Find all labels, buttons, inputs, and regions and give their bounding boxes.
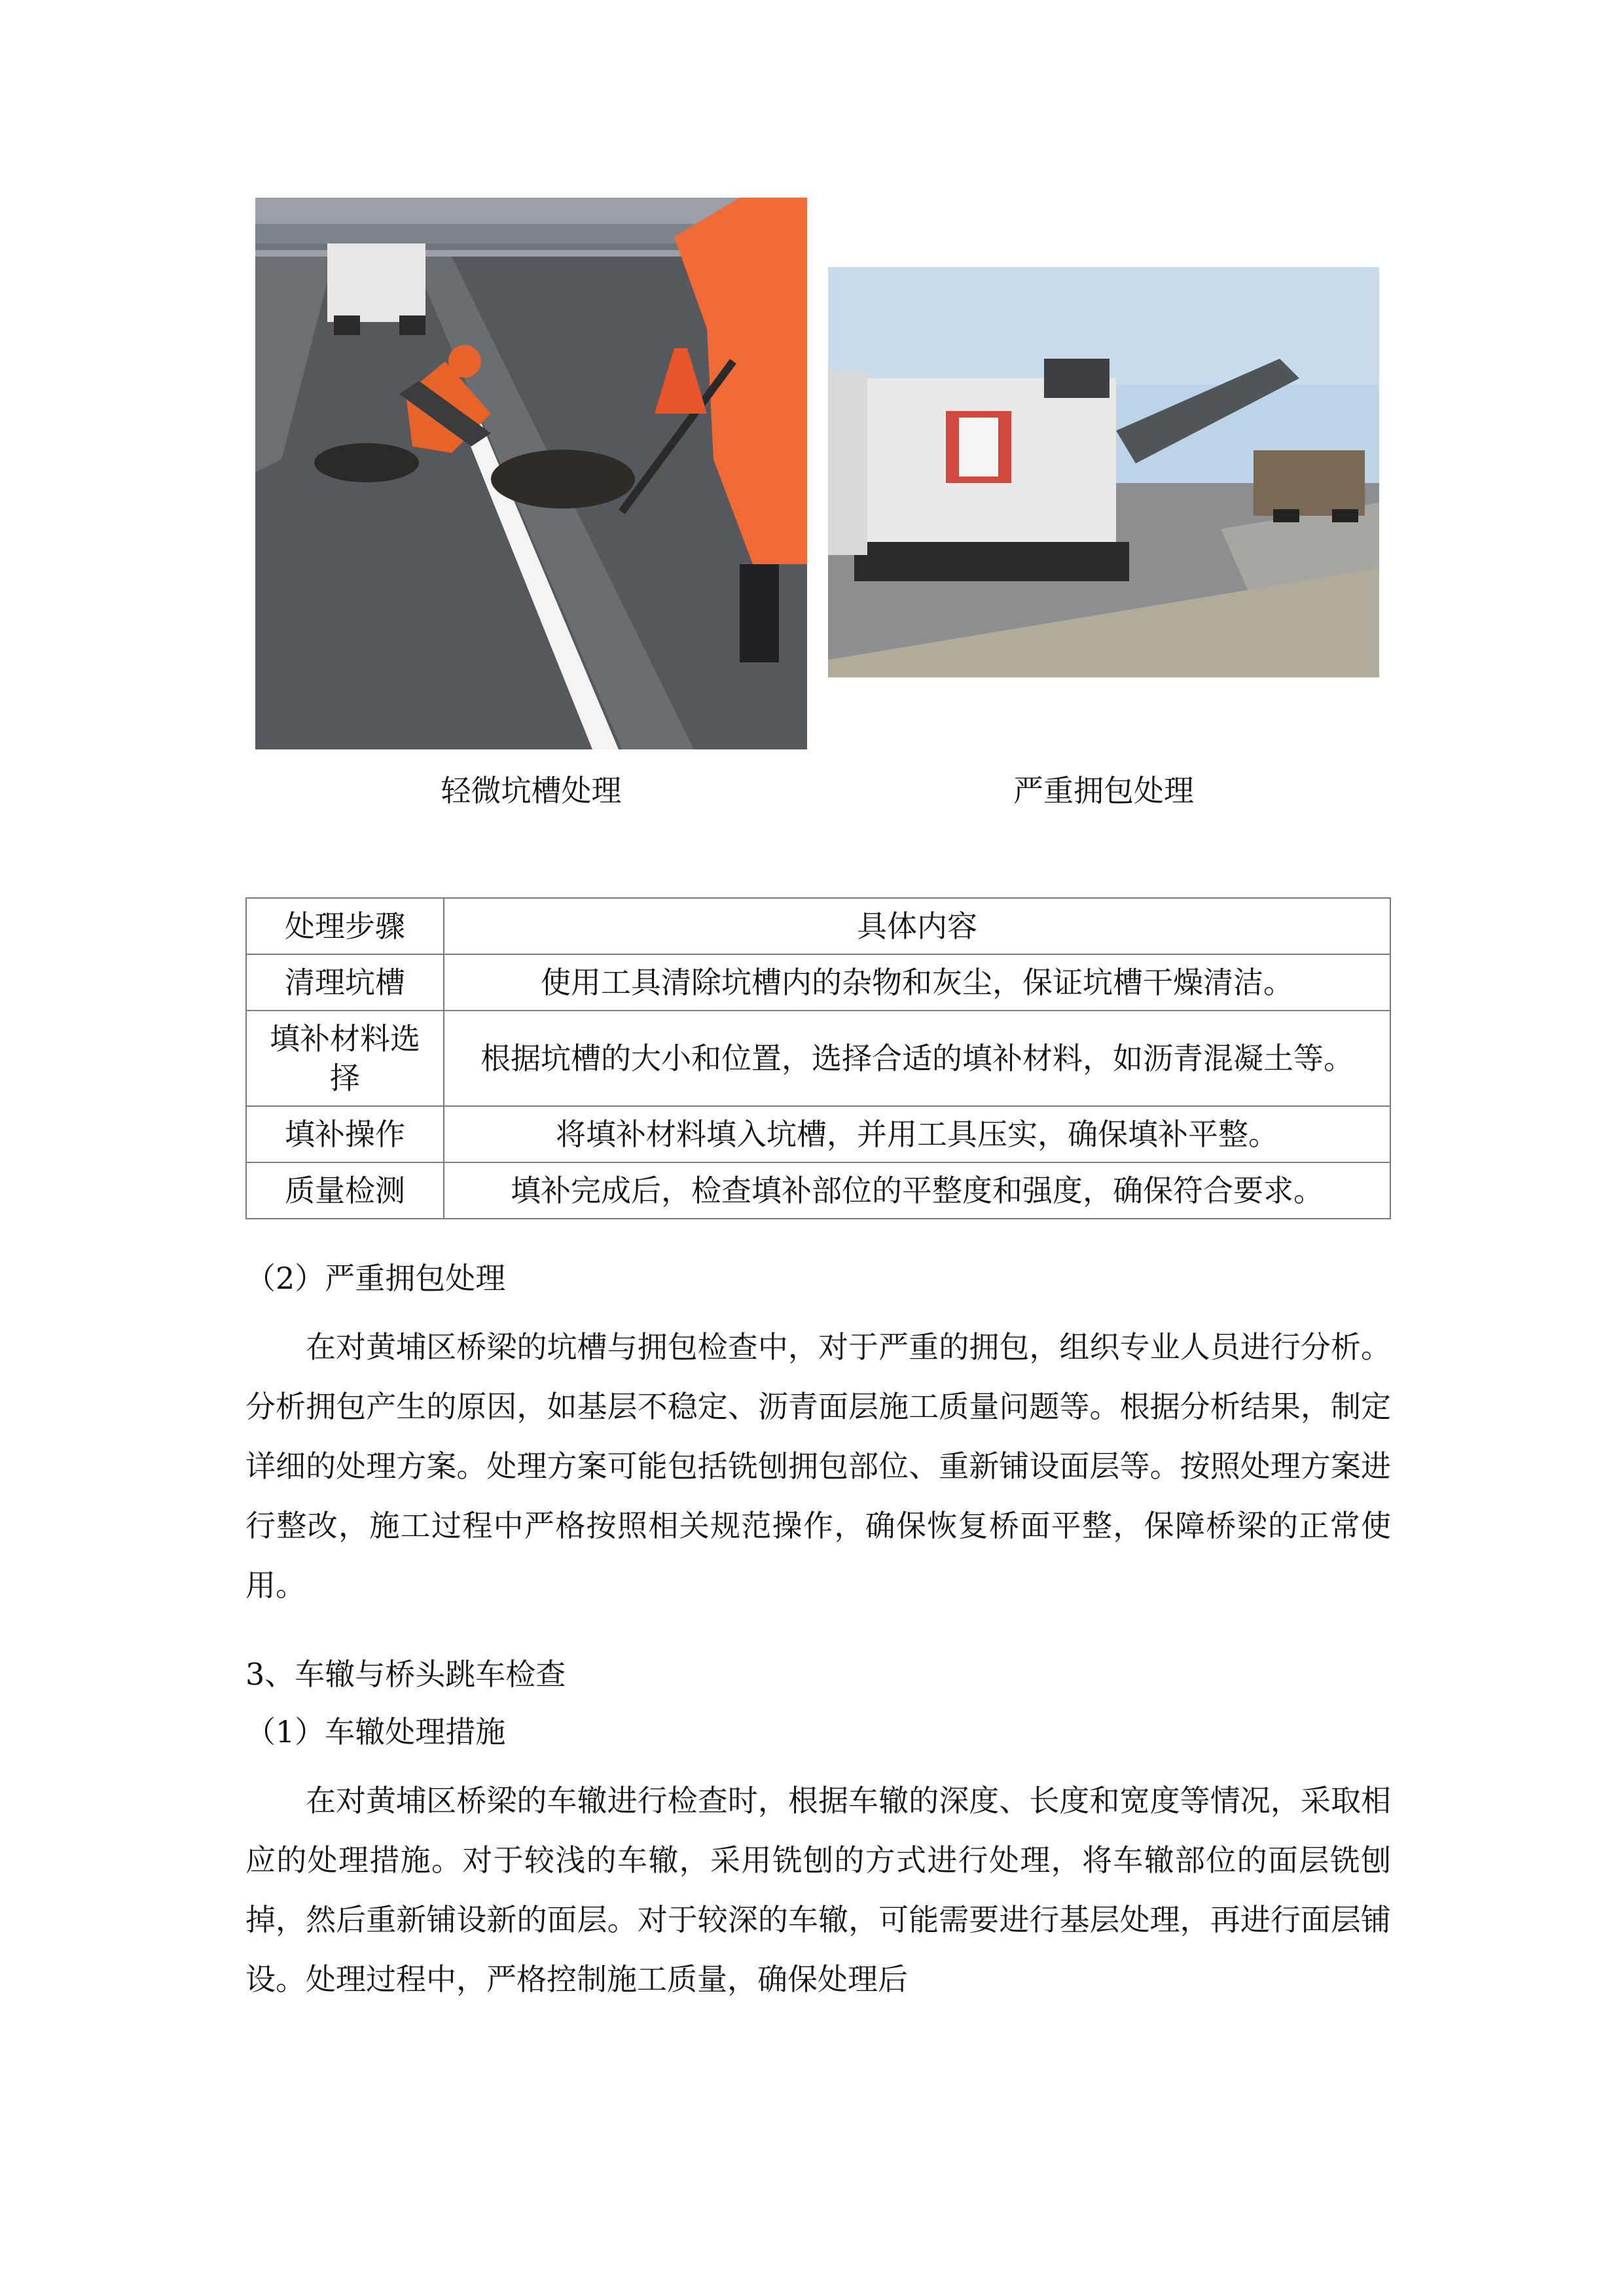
- table-row: [246, 1106, 1390, 1162]
- table-cell-step: 清理坑槽: [246, 954, 444, 1011]
- table-cell-content: 填补完成后，检查填补部位的平整度和强度，确保符合要求。: [444, 1162, 1390, 1219]
- table-header-row: [246, 898, 1390, 954]
- table-row: [246, 1011, 1390, 1106]
- table-row: [246, 1162, 1390, 1219]
- table-cell-content: 根据坑槽的大小和位置，选择合适的填补材料，如沥青混凝土等。: [444, 1011, 1390, 1106]
- section-heading-shoving: （2）严重拥包处理: [245, 1261, 506, 1296]
- table-row: [246, 954, 1390, 1011]
- table-header-cell: 处理步骤: [246, 898, 444, 954]
- paragraph-shoving: 在对黄埔区桥梁的坑槽与拥包检查中，对于严重的拥包，组织专业人员进行分析。分析拥包产生的原因，如基层不稳定、沥青面层施工质量问题等。根据分析结果，制定详细的处理方案。处理方案可能包括铣刨拥包部位、重新铺设面层等。按照处理方案进行整改，施工过程中严格按照相关规范操作，确保恢复桥面平整，保障桥梁的正常使用。: [245, 1329, 1391, 1603]
- table-header-cell: 具体内容: [444, 898, 1390, 954]
- figure-caption-pothole: 轻微坑槽处理: [441, 773, 622, 808]
- milling-machine-photo: [828, 267, 1379, 677]
- paragraph-rutting: 在对黄埔区桥梁的车辙进行检查时，根据车辙的深度、长度和宽度等情况，采取相应的处理措施。对于较浅的车辙，采用铣刨的方式进行处理，将车辙部位的面层铣刨掉，然后重新铺设新的面层。对于较深的车辙，可能需要进行基层处理，再进行面层铺设。处理过程中，严格控制施工质量，确保处理后: [245, 1783, 1391, 1997]
- figure-caption-shoving: 严重拥包处理: [1013, 773, 1194, 808]
- section-heading-rutting: 3、车辙与桥头跳车检查: [245, 1657, 566, 1692]
- table-cell-content: 将填补材料填入坑槽，并用工具压实，确保填补平整。: [444, 1106, 1390, 1162]
- subsection-heading-rutting: （1）车辙处理措施: [245, 1714, 506, 1749]
- pothole-repair-photo: [255, 198, 807, 749]
- table-cell-step: 质量检测: [246, 1162, 444, 1219]
- table-cell-step: 填补操作: [246, 1106, 444, 1162]
- table-cell-content: 使用工具清除坑槽内的杂物和灰尘，保证坑槽干燥清洁。: [444, 954, 1390, 1011]
- repair-steps-table: [245, 897, 1391, 1219]
- table-cell-step: 填补材料选择: [246, 1011, 444, 1106]
